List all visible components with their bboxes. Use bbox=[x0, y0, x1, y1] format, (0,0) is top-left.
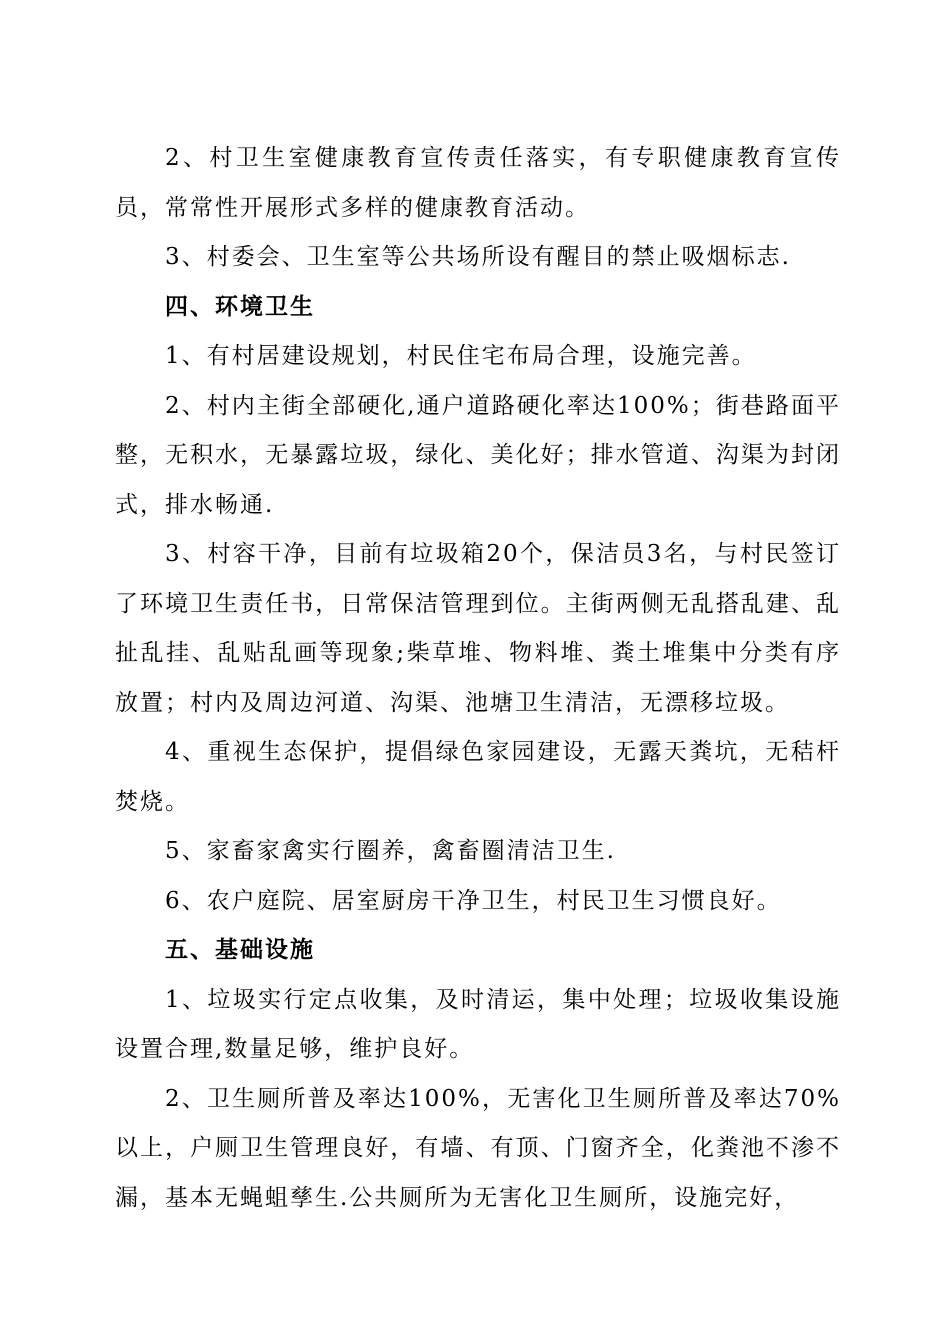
paragraph-village-cleanliness: 3、村容干净，目前有垃圾箱20个，保洁员3名，与村民签订了环境卫生责任书，日常保洁管理到位。主街两侧无乱搭乱建、乱扯乱挂、乱贴乱画等现象;柴草堆、物料堆、粪土堆集中分类有序放置；村内及周边河道、沟渠、池塘卫生清洁，无漂移垃圾。 bbox=[115, 541, 841, 716]
paragraph-livestock-penning: 5、家畜家禽实行圈养，禽畜圈清洁卫生. bbox=[165, 838, 616, 864]
paragraph-health-education-staff: 2、村卫生室健康教育宣传责任落实，有专职健康教育宣传员，常常性开展形式多样的健康教育活动。 bbox=[115, 145, 841, 221]
section-heading-infrastructure: 五、基础设施 bbox=[165, 937, 315, 963]
paragraph-sanitary-toilets: 2、卫生厕所普及率达100%，无害化卫生厕所普及率达70%以上，户厕卫生管理良好，有墙、有顶、门窗齐全，化粪池不渗不漏，基本无蝇蛆孳生.公共厕所为无害化卫生厕所，设施完好， bbox=[115, 1085, 841, 1211]
paragraph-ecological-protection: 4、重视生态保护，提倡绿色家园建设，无露天粪坑，无秸杆焚烧。 bbox=[115, 739, 841, 815]
paragraph-household-hygiene: 6、农户庭院、居室厨房干净卫生，村民卫生习惯良好。 bbox=[165, 887, 782, 914]
paragraph-garbage-collection: 1、垃圾实行定点收集，及时清运，集中处理；垃圾收集设施设置合理,数量足够，维护良好。 bbox=[115, 986, 841, 1062]
paragraph-road-hardening: 2、村内主街全部硬化,通户道路硬化率达100%；街巷路面平整，无积水，无暴露垃圾，绿化、美化好；排水管道、沟渠为封闭式，排水畅通. bbox=[115, 392, 841, 518]
section-heading-environment: 四、环境卫生 bbox=[165, 293, 315, 320]
paragraph-no-smoking-signs: 3、村委会、卫生室等公共场所设有醒目的禁止吸烟标志. bbox=[165, 244, 791, 270]
paragraph-village-planning: 1、有村居建设规划，村民住宅布局合理，设施完善。 bbox=[165, 343, 757, 369]
document-body bbox=[115, 134, 841, 1223]
